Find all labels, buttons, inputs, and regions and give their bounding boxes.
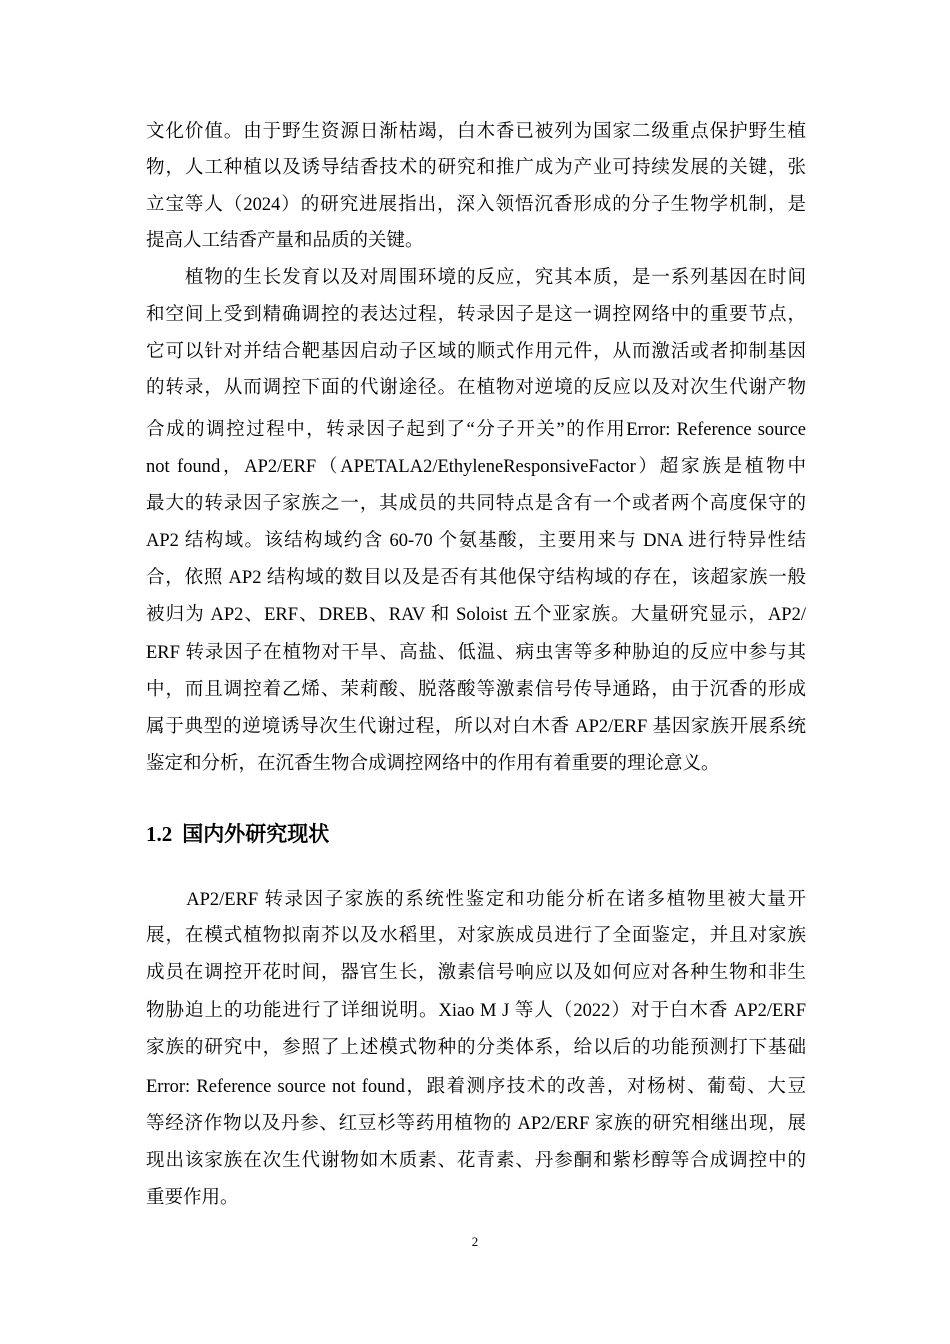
text-line: 现出该家族在次生代谢物如木质素、花青素、丹参酮和紫杉醇等合成调控中的 [146, 1151, 806, 1171]
text-line: 立宝等人（2024）的研究进展指出，深入领悟沉香形成的分子生物学机制，是 [146, 195, 806, 215]
text-line: 它可以针对并结合靶基因启动子区域的顺式作用元件，从而激活或者抑制基因 [146, 342, 806, 362]
text-line: 和空间上受到精确调控的表达过程，转录因子是这一调控网络中的重要节点， [146, 305, 806, 325]
text-line: 被归为 AP2、ERF、DREB、RAV 和 Soloist 五个亚家族。大量研究显示，AP2/ [146, 605, 806, 625]
text-line: AP2 结构域。该结构域约含 60-70 个氨基酸，主要用来与 DNA 进行特异性结 [146, 531, 806, 551]
text-line: 成员在调控开花时间，器官生长，激素信号响应以及如何应对各种生物和非生 [146, 963, 806, 983]
text-line: 家族的研究中，参照了上述模式物种的分类体系，给以后的功能预测打下基础 [146, 1038, 806, 1058]
text-line: 的转录，从而调控下面的代谢途径。在植物对逆境的反应以及对次生代谢产物 [146, 378, 806, 398]
text-line: 中，而且调控着乙烯、茉莉酸、脱落酸等激素信号传导通路，由于沉香的形成 [146, 680, 806, 700]
text-line: Error: Reference source not found，跟着测序技术的改善，对杨树、葡萄、大豆 [146, 1077, 806, 1097]
text-line: 最大的转录因子家族之一，其成员的共同特点是含有一个或者两个高度保守的 [146, 494, 806, 514]
section-title: 国内外研究现状 [182, 822, 330, 846]
text-line: not found，AP2/ERF（APETALA2/EthyleneResponsiveFactor）超家族是植物中 [146, 457, 806, 477]
text-line: 重要作用。 [146, 1188, 239, 1208]
section-number: 1.2 [146, 822, 173, 846]
page-number: 2 [471, 1234, 479, 1249]
text-line: 合成的调控过程中，转录因子起到了“分子开关”的作用Error: Reference source [146, 420, 806, 440]
text-line: 合，依照 AP2 结构域的数目以及是否有其他保守结构域的存在，该超家族一般 [146, 568, 806, 588]
text-line: AP2/ERF 转录因子家族的系统性鉴定和功能分析在诸多植物里被大量开 [146, 890, 806, 910]
text-line: 提高人工结香产量和品质的关键。 [146, 231, 424, 251]
text-line: 展，在模式植物拟南芥以及水稻里，对家族成员进行了全面鉴定，并且对家族 [146, 926, 806, 946]
text-line: 属于典型的逆境诱导次生代谢过程，所以对白木香 AP2/ERF 基因家族开展系统 [146, 717, 806, 737]
section-heading [146, 820, 329, 848]
text-line: 物，人工种植以及诱导结香技术的研究和推广成为产业可持续发展的关键，张 [146, 158, 806, 178]
text-line: 等经济作物以及丹参、红豆杉等药用植物的 AP2/ERF 家族的研究相继出现，展 [146, 1114, 806, 1134]
text-line: 文化价值。由于野生资源日渐枯竭，白木香已被列为国家二级重点保护野生植 [146, 122, 806, 142]
text-line: 植物的生长发育以及对周围环境的反应，究其本质，是一系列基因在时间 [146, 268, 806, 288]
text-line: ERF 转录因子在植物对干旱、高盐、低温、病虫害等多种胁迫的反应中参与其 [146, 643, 806, 663]
text-line: 物胁迫上的功能进行了详细说明。Xiao M J 等人（2022）对于白木香 AP2/ERF [146, 1001, 806, 1021]
text-line: 鉴定和分析，在沉香生物合成调控网络中的作用有着重要的理论意义。 [146, 754, 720, 774]
